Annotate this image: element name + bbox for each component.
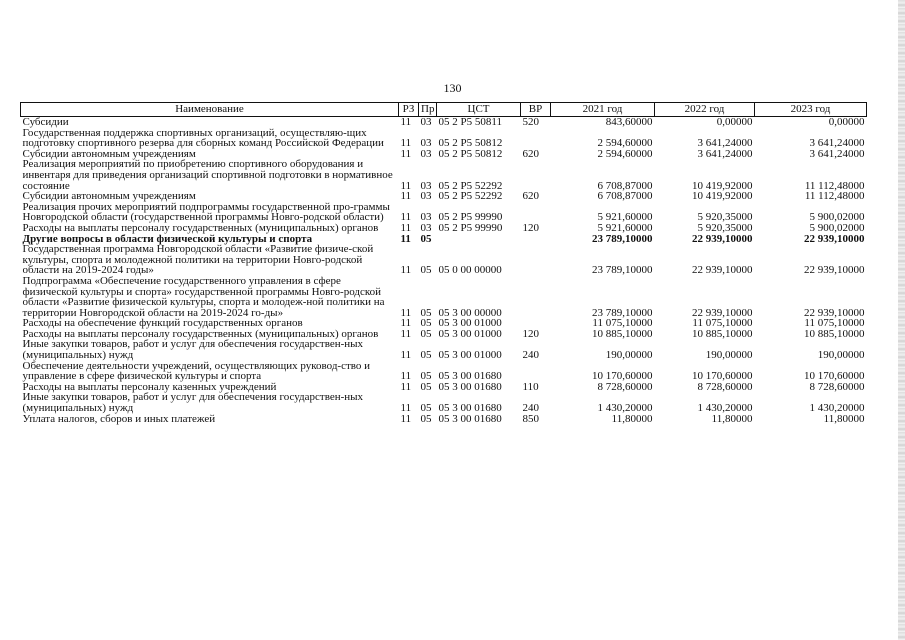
- cell-y2021: 23 789,10000: [592, 306, 653, 319]
- cell-y2022: 5 920,35000: [697, 221, 753, 234]
- cell-y2021: 6 708,87000: [597, 190, 653, 203]
- cell-y2021: 2 594,60000: [597, 147, 653, 160]
- cell-name: Расходы на выплаты персоналу государственных (муниципальных) органов: [22, 327, 379, 340]
- cell-cst: 05 3 00 00000: [438, 306, 502, 319]
- table-row: [21, 159, 867, 191]
- cell-pr: 05: [420, 412, 432, 425]
- cell-pr: 05: [420, 306, 432, 319]
- cell-rz: 11: [400, 327, 412, 340]
- cell-name: Субсидии автономным учреждениям: [22, 147, 196, 160]
- cell-rz: 11: [400, 349, 412, 362]
- cell-vr: 620: [522, 190, 539, 203]
- cell-y2022: 22 939,10000: [692, 264, 753, 277]
- cell-cst: 05 2 P5 99990: [438, 221, 503, 234]
- header-2023: 2023 год: [755, 103, 867, 117]
- cell-rz: 11: [400, 306, 412, 319]
- header-name: Наименование: [21, 103, 399, 117]
- cell-vr: [521, 276, 551, 318]
- cell-rz: 11: [400, 412, 412, 425]
- cell-vr: [521, 128, 551, 149]
- cell-cst: 05 2 P5 50812: [438, 147, 503, 160]
- cell-y2022: 11,80000: [711, 412, 753, 425]
- cell-cst: 05 3 00 01000: [438, 349, 502, 362]
- cell-y2022: 190,00000: [705, 349, 753, 362]
- cell-vr: 120: [522, 327, 539, 340]
- cell-cst: 05 3 00 01000: [438, 317, 502, 330]
- cell-pr: 03: [420, 137, 432, 150]
- cell-y2022: 3 641,24000: [697, 147, 753, 160]
- cell-rz: 11: [400, 116, 412, 128]
- header-cst: ЦСТ: [437, 103, 521, 117]
- cell-vr: [521, 361, 551, 382]
- cell-rz: 11: [400, 264, 412, 277]
- cell-rz: 11: [400, 370, 412, 383]
- cell-cst: 05 3 00 01680: [438, 402, 502, 415]
- table-row: [21, 339, 867, 360]
- table-row: [21, 392, 867, 413]
- cell-y2022: 11 075,10000: [692, 317, 753, 330]
- cell-pr: 03: [420, 190, 432, 203]
- cell-y2023: 22 939,10000: [804, 264, 865, 277]
- cell-rz: 11: [400, 137, 412, 150]
- cell-name: Реализация прочих мероприятий подпрограммы государственной про-граммы Новгородской области (государственной программы Новго-родской области): [22, 200, 390, 224]
- table-row: [21, 128, 867, 149]
- header-rz: РЗ: [399, 103, 419, 117]
- cell-y2023: 0,00000: [828, 116, 865, 128]
- cell-rz: 11: [400, 211, 412, 224]
- cell-pr: 03: [420, 147, 432, 160]
- header-2021: 2021 год: [551, 103, 655, 117]
- cell-name: Субсидии: [22, 116, 69, 128]
- cell-y2023: 11 075,10000: [804, 317, 865, 330]
- cell-y2021: 11,80000: [611, 412, 653, 425]
- cell-pr: 05: [420, 402, 432, 415]
- cell-name: Иные закупки товаров, работ и услуг для обеспечения государствен-ных (муниципальных) нужд: [22, 338, 364, 362]
- cell-y2021: 10 885,10000: [592, 327, 653, 340]
- cell-pr: 03: [420, 221, 432, 234]
- cell-rz: 11: [400, 380, 412, 393]
- cell-pr: 05: [420, 370, 432, 383]
- cell-rz: 11: [400, 190, 412, 203]
- cell-name: Государственная программа Новгородской области «Развитие физиче-ской культуры, спорта и молодежной политики на территории Новго-родской области на 2019-2024 годы»: [22, 243, 374, 277]
- cell-y2021: 8 728,60000: [597, 380, 653, 393]
- cell-cst: 05 3 00 01680: [438, 412, 502, 425]
- cell-cst: 05 0 00 00000: [438, 264, 502, 277]
- cell-vr: 620: [522, 147, 539, 160]
- cell-y2021: 5 921,60000: [597, 211, 653, 224]
- cell-pr: 05: [420, 327, 432, 340]
- cell-y2022: 5 920,35000: [697, 211, 753, 224]
- cell-name: Уплата налогов, сборов и иных платежей: [22, 412, 216, 425]
- cell-y2023: 8 728,60000: [809, 380, 865, 393]
- cell-y2021: 5 921,60000: [597, 221, 653, 234]
- cell-pr: 05: [420, 349, 432, 362]
- cell-y2021: 1 430,20000: [597, 402, 653, 415]
- table-header: [21, 103, 867, 117]
- cell-y2023: 3 641,24000: [809, 137, 865, 150]
- cell-y2023: 5 900,02000: [809, 211, 865, 224]
- cell-rz: 11: [400, 221, 412, 234]
- cell-name: Другие вопросы в области физической культуры и спорта: [22, 232, 313, 245]
- cell-y2021: 11 075,10000: [592, 317, 653, 330]
- cell-y2023: 11 112,48000: [804, 190, 865, 203]
- cell-vr: 850: [522, 412, 539, 425]
- cell-vr: 120: [522, 221, 539, 234]
- cell-y2022: 10 885,10000: [692, 327, 753, 340]
- cell-cst: 05 2 P5 52292: [438, 190, 503, 203]
- cell-name: Субсидии автономным учреждениям: [22, 190, 196, 203]
- scan-edge: [898, 0, 905, 640]
- cell-y2021: 2 594,60000: [597, 137, 653, 150]
- cell-y2023: 190,00000: [817, 349, 865, 362]
- table-row: [21, 223, 867, 234]
- cell-cst: 05 3 00 01000: [438, 327, 502, 340]
- cell-name: Подпрограмма «Обеспечение государственного управления в сфере физической культуры и спорта» государственной программы Новго-родской области «Развитие физической культуры, спорта и молодеж-ной политики на территории Новгородской области на 2019-2024 го-ды»: [22, 274, 385, 319]
- header-pr: Пр: [419, 103, 437, 117]
- cell-y2021: 23 789,10000: [592, 232, 653, 245]
- cell-y2022: 0,00000: [716, 116, 753, 128]
- cell-rz: 11: [400, 147, 412, 160]
- cell-y2023: 11,80000: [823, 412, 865, 425]
- cell-name: Расходы на выплаты персоналу государственных (муниципальных) органов: [22, 221, 379, 234]
- cell-y2021: 190,00000: [605, 349, 653, 362]
- cell-y2022: 8 728,60000: [697, 380, 753, 393]
- cell-y2023: 22 939,10000: [804, 306, 865, 319]
- cell-rz: 11: [400, 232, 411, 245]
- table-row: [21, 414, 867, 425]
- table-row: [21, 202, 867, 223]
- table-row: [21, 361, 867, 382]
- cell-cst: 05 2 P5 50811: [438, 116, 502, 128]
- cell-pr: 05: [420, 380, 432, 393]
- cell-rz: 11: [400, 179, 412, 192]
- cell-vr: [521, 202, 551, 223]
- cell-rz: 11: [400, 402, 412, 415]
- cell-y2023: 3 641,24000: [809, 147, 865, 160]
- cell-vr: 520: [522, 116, 539, 128]
- cell-y2021: 10 170,60000: [592, 370, 653, 383]
- header-vr: ВР: [521, 103, 551, 117]
- cell-name: Обеспечение деятельности учреждений, осуществляющих руковод-ство и управление в сфере физической культуры и спорта: [22, 359, 371, 383]
- cell-y2023: 10 170,60000: [804, 370, 865, 383]
- cell-pr: 05: [420, 264, 432, 277]
- cell-y2021: 6 708,87000: [597, 179, 653, 192]
- cell-name: Государственная поддержка спортивных организаций, осуществляю-щих подготовку спортивного резерва для сборных команд Российской Федерации: [22, 126, 384, 150]
- cell-cst: 05 2 P5 99990: [438, 211, 503, 224]
- cell-pr: 03: [420, 211, 432, 224]
- cell-vr: [521, 244, 551, 276]
- cell-y2022: 22 939,10000: [692, 306, 753, 319]
- cell-cst: [437, 234, 521, 245]
- cell-y2023: 1 430,20000: [809, 402, 865, 415]
- cell-cst: 05 3 00 01680: [438, 380, 502, 393]
- cell-cst: 05 3 00 01680: [438, 370, 502, 383]
- cell-pr: 03: [420, 179, 432, 192]
- cell-name: Расходы на выплаты персоналу казенных учреждений: [22, 380, 277, 393]
- cell-y2021: 23 789,10000: [592, 264, 653, 277]
- cell-pr: 03: [420, 116, 432, 128]
- cell-vr: [521, 234, 551, 245]
- cell-name: Реализация мероприятий по приобретению спортивного оборудования и инвентаря для приведения организаций спортивной подготовки в нормативное состояние: [22, 158, 393, 192]
- cell-y2023: 5 900,02000: [809, 221, 865, 234]
- cell-y2023: 22 939,10000: [804, 232, 865, 245]
- cell-name: Расходы на обеспечение функций государственных органов: [22, 317, 303, 330]
- cell-vr: 240: [522, 402, 539, 415]
- cell-y2022: 10 419,92000: [692, 179, 753, 192]
- cell-y2022: 1 430,20000: [697, 402, 753, 415]
- budget-table: [20, 102, 867, 424]
- cell-vr: [521, 159, 551, 191]
- cell-y2022: 10 419,92000: [692, 190, 753, 203]
- page-number: 130: [443, 81, 462, 95]
- cell-pr: 05: [420, 232, 432, 245]
- table-row: [21, 244, 867, 276]
- cell-y2022: 10 170,60000: [692, 370, 753, 383]
- cell-y2022: 3 641,24000: [697, 137, 753, 150]
- cell-y2022: 22 939,10000: [692, 232, 753, 245]
- cell-vr: 110: [522, 380, 539, 393]
- cell-y2023: 11 112,48000: [804, 179, 865, 192]
- cell-y2021: 843,60000: [605, 116, 653, 128]
- table-row: [21, 276, 867, 318]
- cell-rz: 11: [400, 317, 412, 330]
- table-row: [21, 117, 867, 128]
- cell-cst: 05 2 P5 50812: [438, 137, 503, 150]
- cell-name: Иные закупки товаров, работ и услуг для обеспечения государствен-ных (муниципальных) нужд: [22, 391, 364, 415]
- cell-vr: 240: [522, 349, 539, 362]
- cell-cst: 05 2 P5 52292: [438, 179, 503, 192]
- cell-pr: 05: [420, 317, 432, 330]
- cell-y2023: 10 885,10000: [804, 327, 865, 340]
- header-2022: 2022 год: [655, 103, 755, 117]
